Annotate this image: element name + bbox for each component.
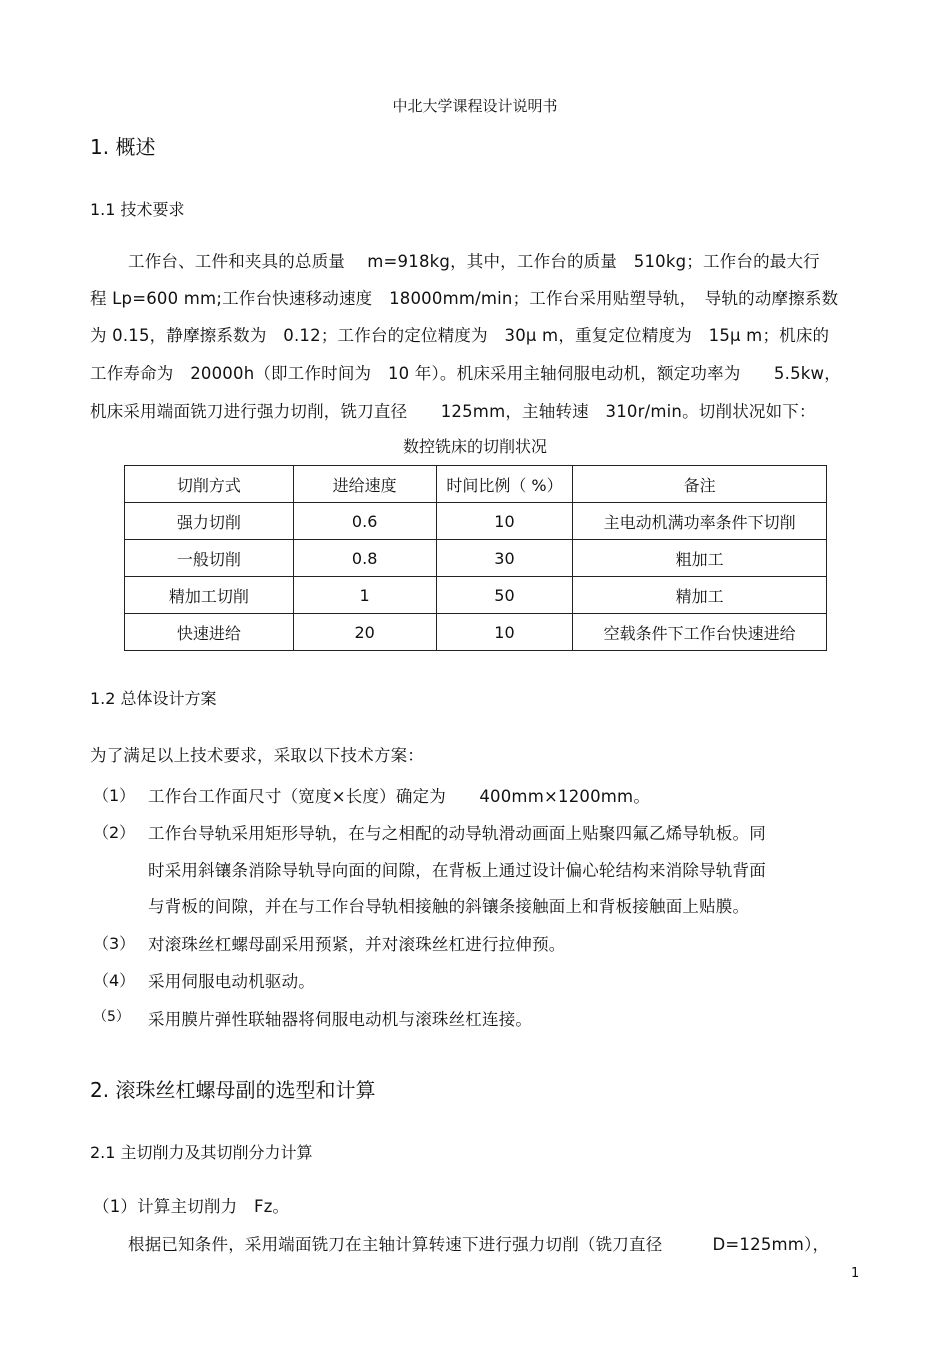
list-item-number: （4） [93, 971, 136, 990]
header-cell: 备注 [573, 466, 827, 503]
list-item-text: 与背板的间隙，并在与工作台导轨相接触的斜镶条接触面上和背板接触面上贴膜。 [148, 897, 750, 916]
table-cell: 50 [436, 577, 573, 614]
table-row [125, 614, 827, 651]
list-item-number: （3） [93, 934, 136, 953]
table-cell: 30 [436, 540, 573, 577]
cutting-conditions-table [124, 465, 827, 651]
table-cell: 空载条件下工作台快速进给 [573, 614, 827, 651]
table-header-row [125, 466, 827, 503]
table-cell: 精加工切削 [125, 577, 294, 614]
list-item-text: 采用膜片弹性联轴器将伺服电动机与滚珠丝杠连接。 [148, 1010, 533, 1029]
list-item-number: （5） [93, 1009, 130, 1025]
subsection-title: （1）计算主切削力 Fz。 [93, 1197, 290, 1216]
table-row [125, 577, 827, 614]
paragraph-line: 机床采用端面铣刀进行强力切削，铣刀直径 125mm，主轴转速 310r/min。切削状况如下： [90, 402, 816, 421]
section-2-1-title: 2.1 主切削力及其切削分力计算 [90, 1143, 313, 1162]
list-item-text: 对滚珠丝杠螺母副采用预紧，并对滚珠丝杠进行拉伸预。 [148, 935, 566, 954]
list-item-text: 工作台工作面尺寸（宽度×长度）确定为 400mm×1200mm。 [148, 787, 651, 806]
paragraph-line: 工作台、工件和夹具的总质量 m=918kg，其中，工作台的质量 510kg；工作台的最大行 [128, 252, 820, 271]
table-cell: 一般切削 [125, 540, 294, 577]
table-row [125, 503, 827, 540]
table-cell: 0.8 [293, 540, 436, 577]
table-cell: 1 [293, 577, 436, 614]
table-row [125, 540, 827, 577]
section-1-1-title: 1.1 技术要求 [90, 200, 185, 219]
paragraph-line: 为 0.15，静摩擦系数为 0.12；工作台的定位精度为 30μ m，重复定位精度为 15μ m；机床的 [90, 326, 830, 345]
table-cell: 粗加工 [573, 540, 827, 577]
paragraph-line: 程 Lp=600 mm;工作台快速移动速度 18000mm/min；工作台采用贴塑导轨， 导轨的动摩擦系数 [90, 289, 839, 308]
page-header: 中北大学课程设计说明书 [392, 97, 558, 115]
list-item-number: （1） [93, 786, 136, 805]
plan-intro: 为了满足以上技术要求，采取以下技术方案： [90, 746, 424, 765]
table-cell: 主电动机满功率条件下切削 [573, 503, 827, 540]
section-1-2-title: 1.2 总体设计方案 [90, 689, 217, 708]
list-item-text: 工作台导轨采用矩形导轨，在与之相配的动导轨滑动画面上贴聚四氟乙烯导轨板。同 [148, 824, 766, 843]
list-item-text: 采用伺服电动机驱动。 [148, 972, 315, 991]
table-cell: 20 [293, 614, 436, 651]
table-cell: 0.6 [293, 503, 436, 540]
table-cell: 10 [436, 503, 573, 540]
table-cell: 10 [436, 614, 573, 651]
list-item-number: （2） [93, 823, 136, 842]
section-1-title: 1. 概述 [90, 135, 156, 159]
table-caption: 数控铣床的切削状况 [402, 437, 547, 456]
section-2-title: 2. 滚珠丝杠螺母副的选型和计算 [90, 1078, 376, 1102]
table-cell: 快速进给 [125, 614, 294, 651]
table-cell: 强力切削 [125, 503, 294, 540]
page-number: 1 [851, 1266, 860, 1281]
paragraph-line: 工作寿命为 20000h（即工作时间为 10 年）。机床采用主轴伺服电动机，额定功率为 5.5kw， [90, 364, 841, 383]
list-item-text: 时采用斜镶条消除导轨导向面的间隙，在背板上通过设计偏心轮结构来消除导轨背面 [148, 861, 766, 880]
header-cell: 切削方式 [125, 466, 294, 503]
table-cell: 精加工 [573, 577, 827, 614]
header-cell: 时间比例（ %） [436, 466, 573, 503]
paragraph-line: 根据已知条件，采用端面铣刀在主轴计算转速下进行强力切削（铣刀直径 D=125mm）， [128, 1235, 830, 1254]
header-cell: 进给速度 [293, 466, 436, 503]
